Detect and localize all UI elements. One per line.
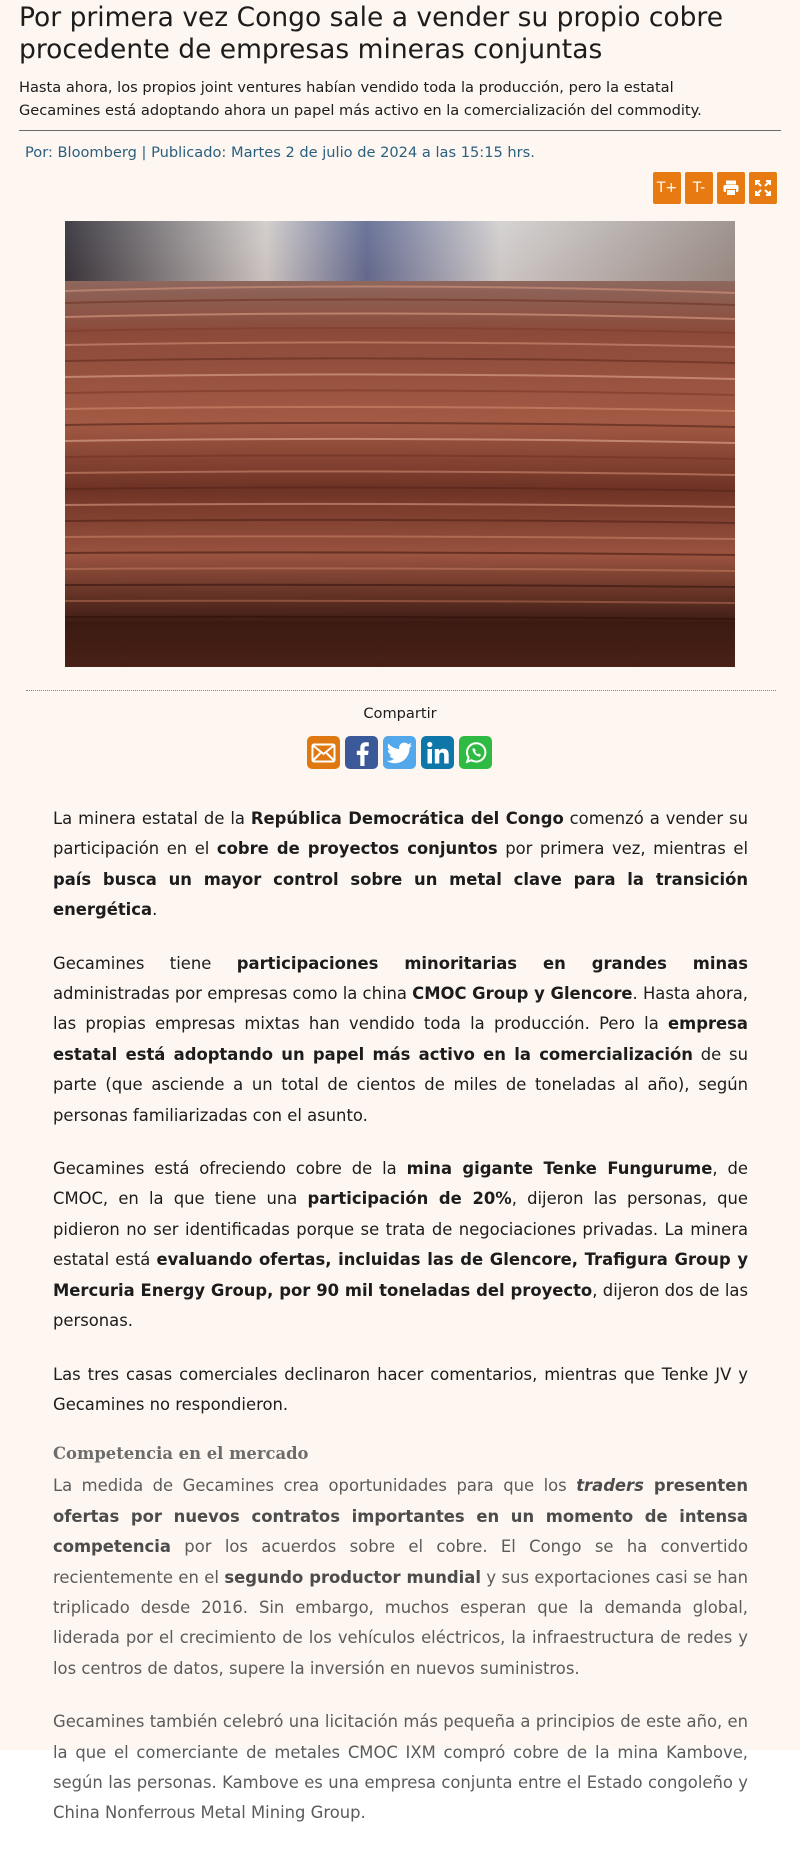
text-run: La medida de Gecamines crea oportunidades para que los <box>53 1476 577 1496</box>
share-divider <box>26 690 776 691</box>
text-run: Gecamines tiene <box>53 953 237 973</box>
email-icon <box>311 743 336 763</box>
article-paragraph <box>53 1471 748 1684</box>
text-run: La minera estatal de la <box>53 809 251 828</box>
article-subtitle: Hasta ahora, los propios joint ventures habían vendido toda la producción, pero la estatal Gecamines está adoptando ahora un papel más activo en la comercialización del commodity. <box>19 79 702 119</box>
text-run: . <box>152 900 158 920</box>
text-highlight: mina gigante Tenke Fungurume <box>406 1159 713 1179</box>
font-increase-button[interactable]: T+ <box>653 172 681 204</box>
font-decrease-button[interactable]: T- <box>685 172 713 204</box>
copper-coil-image <box>65 221 735 667</box>
article-title: Por primera vez Congo sale a vender su propio cobre procedente de empresas mineras conjuntas <box>19 2 724 65</box>
text-highlight: participación de 20% <box>307 1189 512 1209</box>
text-highlight: país busca un mayor control sobre un metal clave para la transición energética <box>53 869 748 920</box>
article-paragraph: Gecamines también celebró una licitación más pequeña a principios de este año, en la que el comerciante de metales CMOC IXM compró cobre de la mina Kambove, según las personas. Kambove es una empresa conjunta entre el Estado congoleño y China Nonferrous Metal Mining Group. <box>53 1712 748 1823</box>
article-paragraph <box>53 949 748 1131</box>
share-linkedin-button[interactable] <box>421 736 454 769</box>
article-body <box>53 804 748 1852</box>
text-highlight: cobre de proyectos conjuntos <box>216 839 498 859</box>
text-run: comenzó a vender su participación en el <box>53 809 748 859</box>
text-run: por primera vez, mientras el <box>497 839 749 859</box>
copper-wire-photo <box>65 221 735 667</box>
article-byline: Por: Bloomberg | Publicado: Martes 2 de julio de 2024 a las 15:15 hrs. <box>25 144 535 161</box>
facebook-icon <box>352 740 372 766</box>
whatsapp-icon <box>463 740 489 766</box>
title-divider <box>19 130 781 131</box>
share-label: Compartir <box>363 705 437 722</box>
text-run: y sus exportaciones casi se han triplicado desde 2016. Sin embargo, muchos esperan que la demanda global, liderada por el crecimiento de los vehículos eléctricos, la infraestructura de redes y los centros de datos, supere la inversión en nuevos suministros. <box>53 1567 749 1678</box>
text-run: administradas por empresas como la china <box>53 984 413 1004</box>
text-highlight: segundo productor mundial <box>224 1567 481 1587</box>
text-run: de su parte (que asciende a un total de cientos de miles de toneladas al año), según personas familiarizadas con el asunto. <box>53 1044 748 1125</box>
share-buttons <box>307 736 492 769</box>
section-heading: Competencia en el mercado <box>53 1444 309 1464</box>
linkedin-icon <box>426 741 450 765</box>
text-run: , dijeron dos de las personas. <box>53 1280 748 1331</box>
twitter-icon <box>387 742 413 764</box>
article-paragraph: Las tres casas comerciales declinaron hacer comentarios, mientras que Tenke JV y Gecamines no respondieron. <box>53 1364 748 1414</box>
print-icon <box>722 179 740 197</box>
text-run: , de CMOC, en la que tiene una <box>53 1159 748 1209</box>
text-highlight: República Democrática del Congo <box>250 809 564 828</box>
text-highlight: evaluando ofertas, incluidas las de Glencore, Trafigura Group y Mercuria Energy Group, por 90 mil toneladas del proyecto <box>53 1250 749 1300</box>
text-highlight: participaciones minoritarias en grandes minas <box>236 953 748 973</box>
text-run: , dijeron las personas, que pidieron no ser identificadas porque se trata de negociaciones privadas. La minera estatal está <box>53 1189 748 1270</box>
article-tools <box>653 172 777 204</box>
share-facebook-button[interactable] <box>345 736 378 769</box>
share-twitter-button[interactable] <box>383 736 416 769</box>
text-highlight: empresa estatal está adoptando un papel más activo en la comercialización <box>53 1014 748 1064</box>
article-paragraph <box>53 1154 748 1336</box>
share-whatsapp-button[interactable] <box>459 736 492 769</box>
print-button[interactable] <box>717 172 745 204</box>
text-highlight: CMOC Group y Glencore <box>412 984 633 1004</box>
share-email-button[interactable] <box>307 736 340 769</box>
expand-icon <box>754 179 772 197</box>
text-run: Gecamines está ofreciendo cobre de la <box>53 1159 407 1179</box>
text-run: . Hasta ahora, las propias empresas mixtas han vendido toda la producción. Pero la <box>53 984 749 1034</box>
fullscreen-button[interactable] <box>749 172 777 204</box>
text-highlight: presenten ofertas por nuevos contratos importantes en un momento de intensa competencia <box>53 1476 748 1557</box>
text-emphasis: traders <box>576 1476 644 1496</box>
article-paragraph <box>53 804 748 926</box>
text-run: por los acuerdos sobre el cobre. El Congo se ha convertido recientemente en el <box>53 1537 748 1587</box>
